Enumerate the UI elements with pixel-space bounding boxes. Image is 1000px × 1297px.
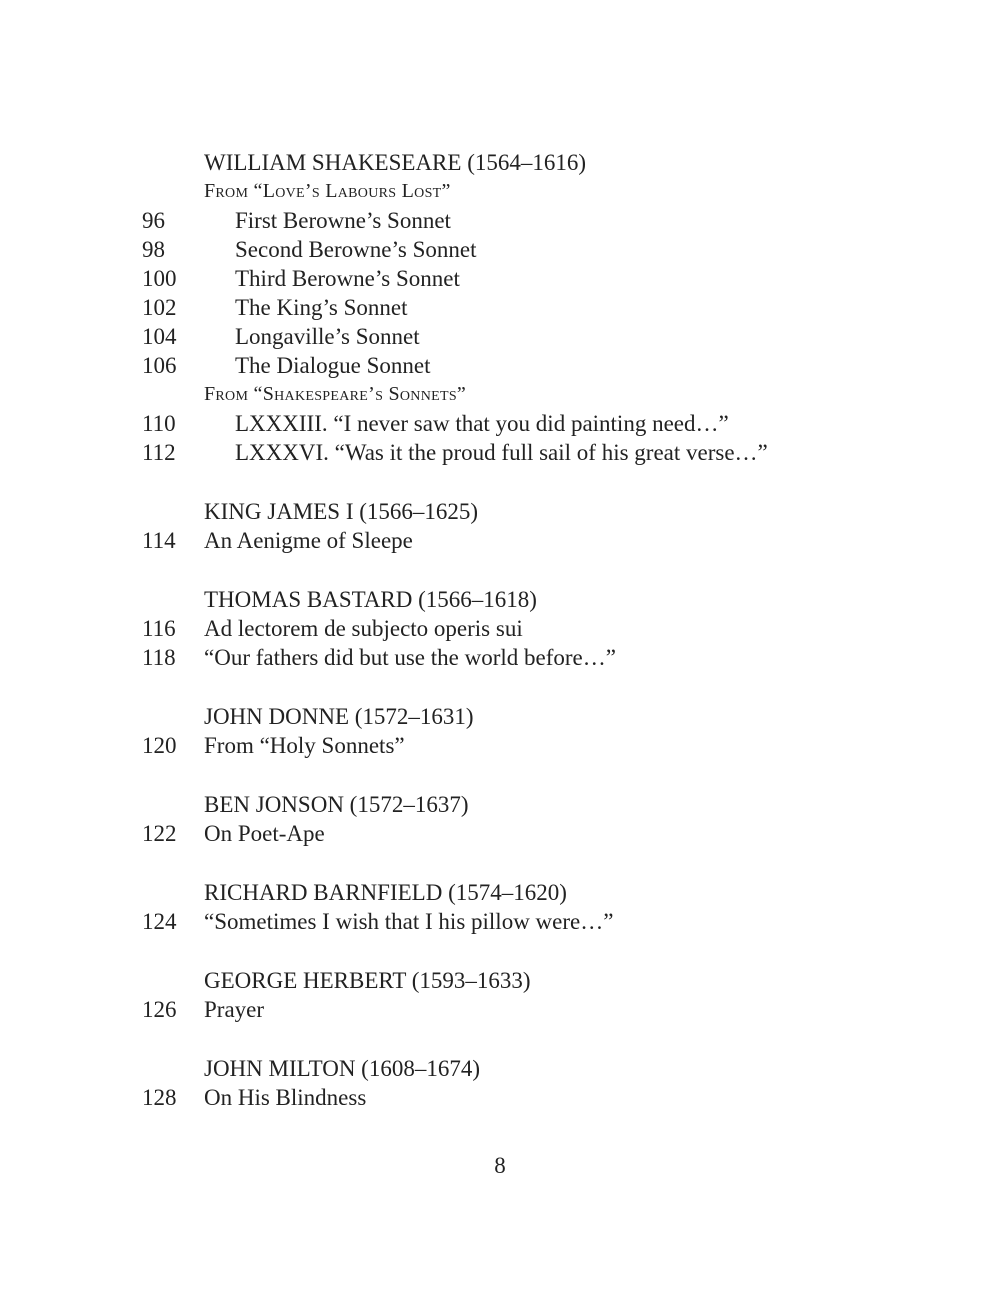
toc-entry[interactable]	[0, 614, 1000, 643]
entry-title: The King’s Sonnet	[235, 295, 408, 320]
toc-entry[interactable]	[0, 819, 1000, 848]
entry-page-number: 98	[142, 237, 165, 262]
entry-page-number: 106	[142, 353, 177, 378]
entry-title: An Aenigme of Sleepe	[204, 528, 413, 553]
author-name: KING JAMES I (1566–1625)	[204, 499, 479, 524]
entry-title: First Berowne’s Sonnet	[235, 208, 451, 233]
toc-entry[interactable]	[0, 995, 1000, 1024]
author-heading	[0, 790, 1000, 819]
toc-entry[interactable]	[0, 264, 1000, 293]
entry-page-number: 118	[142, 645, 176, 670]
author-name: RICHARD BARNFIELD (1574–1620)	[204, 880, 567, 905]
entry-page-number: 104	[142, 324, 177, 349]
entry-page-number: 96	[142, 208, 165, 233]
toc-entry[interactable]	[0, 351, 1000, 380]
entry-title: Ad lectorem de subjecto operis sui	[204, 616, 523, 641]
table-of-contents	[0, 148, 1000, 1112]
entry-title: The Dialogue Sonnet	[235, 353, 431, 378]
author-name: GEORGE HERBERT (1593–1633)	[204, 968, 531, 993]
source-heading	[0, 380, 1000, 409]
author-heading	[0, 497, 1000, 526]
entry-title: Second Berowne’s Sonnet	[235, 237, 477, 262]
section-gap	[0, 672, 1000, 702]
entry-page-number: 102	[142, 295, 177, 320]
author-heading	[0, 1054, 1000, 1083]
section-gap	[0, 848, 1000, 878]
entry-page-number: 116	[142, 616, 176, 641]
entry-page-number: 120	[142, 733, 177, 758]
entry-title: “Our fathers did but use the world before…”	[204, 645, 616, 670]
section-gap	[0, 467, 1000, 497]
toc-entry[interactable]	[0, 907, 1000, 936]
toc-entry[interactable]	[0, 235, 1000, 264]
entry-page-number: 124	[142, 909, 177, 934]
toc-entry[interactable]	[0, 322, 1000, 351]
author-name: WILLIAM SHAKESEARE (1564–1616)	[204, 150, 587, 175]
author-name: THOMAS BASTARD (1566–1618)	[204, 587, 537, 612]
source-title: From “Love’s Labours Lost”	[204, 180, 451, 202]
entry-title: Longaville’s Sonnet	[235, 324, 420, 349]
entry-title: “Sometimes I wish that I his pillow were…”	[204, 909, 614, 934]
section-gap	[0, 555, 1000, 585]
entry-page-number: 100	[142, 266, 177, 291]
entry-title: On Poet-Ape	[204, 821, 325, 846]
entry-page-number: 122	[142, 821, 177, 846]
author-name: JOHN DONNE (1572–1631)	[204, 704, 474, 729]
section-gap	[0, 760, 1000, 790]
author-heading	[0, 878, 1000, 907]
entry-title: LXXXVI. “Was it the proud full sail of his great verse…”	[235, 440, 768, 465]
entry-page-number: 112	[142, 440, 176, 465]
toc-entry[interactable]	[0, 526, 1000, 555]
toc-entry[interactable]	[0, 409, 1000, 438]
entry-page-number: 110	[142, 411, 176, 436]
page-number: 8	[494, 1153, 506, 1178]
entry-page-number: 126	[142, 997, 177, 1022]
toc-entry[interactable]	[0, 643, 1000, 672]
entry-title: Prayer	[204, 997, 265, 1022]
source-heading	[0, 177, 1000, 206]
entry-title: From “Holy Sonnets”	[204, 733, 405, 758]
author-name: BEN JONSON (1572–1637)	[204, 792, 469, 817]
entry-page-number: 114	[142, 528, 176, 553]
section-gap	[0, 1024, 1000, 1054]
author-name: JOHN MILTON (1608–1674)	[204, 1056, 480, 1081]
entry-title: On His Blindness	[204, 1085, 367, 1110]
source-title: From “Shakespeare’s Sonnets”	[204, 383, 467, 405]
toc-entry[interactable]	[0, 1083, 1000, 1112]
section-gap	[0, 936, 1000, 966]
toc-entry[interactable]	[0, 293, 1000, 322]
toc-entry[interactable]	[0, 731, 1000, 760]
toc-entry[interactable]	[0, 438, 1000, 467]
entry-title: LXXXIII. “I never saw that you did painting need…”	[235, 411, 729, 436]
toc-entry[interactable]	[0, 206, 1000, 235]
author-heading	[0, 148, 1000, 177]
entry-page-number: 128	[142, 1085, 177, 1110]
entry-title: Third Berowne’s Sonnet	[235, 266, 460, 291]
author-heading	[0, 585, 1000, 614]
author-heading	[0, 702, 1000, 731]
author-heading	[0, 966, 1000, 995]
